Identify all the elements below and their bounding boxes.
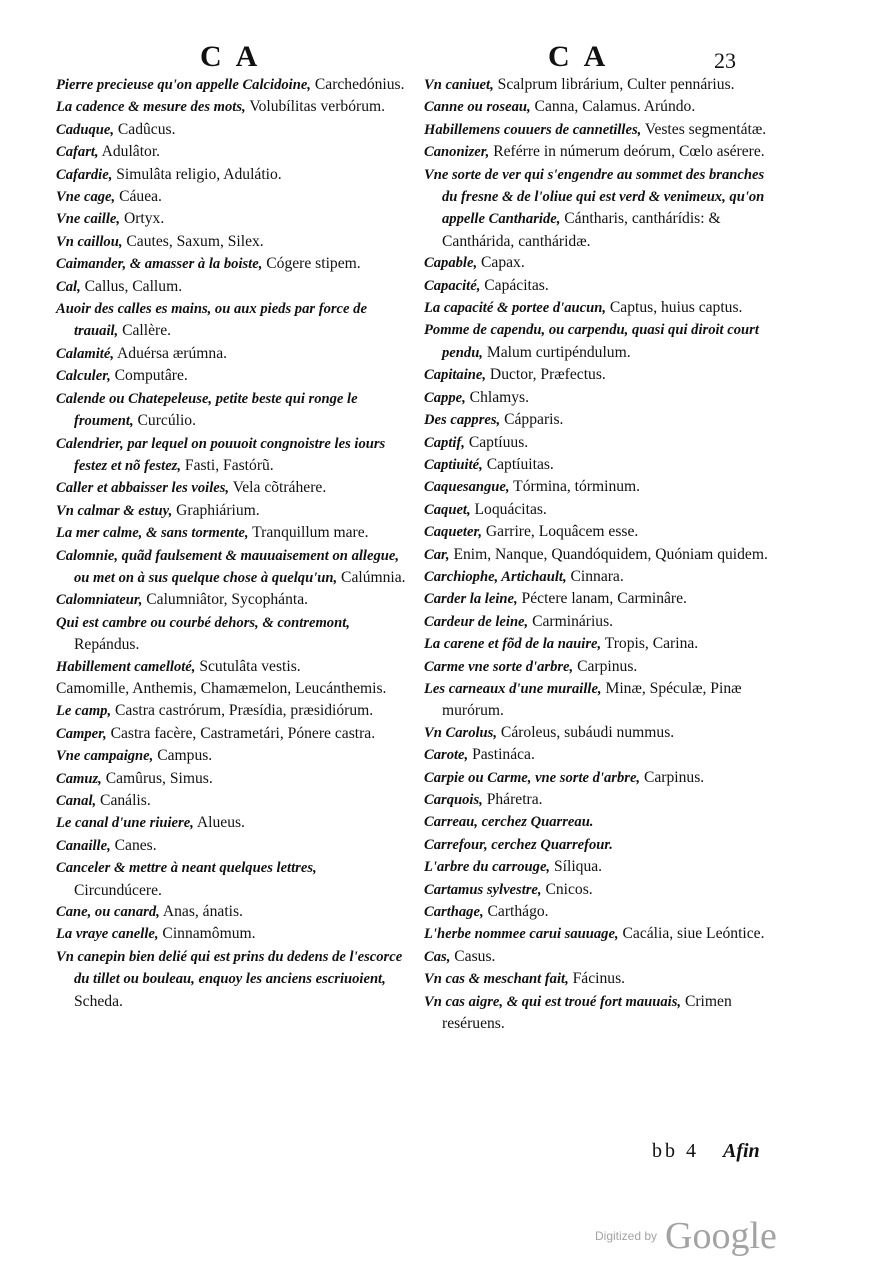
dictionary-entry (424, 275, 774, 297)
dictionary-entry (56, 723, 406, 745)
dictionary-entry (424, 611, 774, 633)
french-headword: Carpie ou Carme, vne sorte d'arbre, (424, 769, 641, 786)
french-headword: Carote, (424, 747, 469, 764)
latin-equivalent: Cacália, siue Leóntice. (618, 925, 765, 943)
french-headword: Calomnie, quãd faulsement & mauuaisement on allegue, ou met on à sus quelque chose à quelqu'un, (56, 547, 399, 586)
dictionary-entry (56, 298, 406, 343)
latin-equivalent: Péctere lanam, Carminâre. (517, 590, 687, 608)
latin-equivalent: Camomille, Anthemis, Chamæmelon, Leucánthemis. (56, 679, 387, 697)
french-headword: Cane, ou canard, (56, 904, 160, 921)
french-headword: Pomme de capendu, ou carpendu, quasi qui diroit court pendu, (424, 322, 759, 361)
french-headword: Canceler & mettre à neant quelques lettres, (56, 860, 317, 877)
latin-equivalent: Ortyx. (120, 210, 165, 228)
left-column-header: CA (200, 40, 272, 73)
latin-equivalent: Chlamys. (465, 388, 530, 406)
dictionary-entry (424, 141, 774, 163)
latin-equivalent: Cinnamômum. (158, 925, 256, 943)
latin-equivalent: Cápparis. (500, 411, 564, 429)
latin-equivalent: Crimen reséruens. (442, 992, 732, 1033)
latin-equivalent: Loquácitas. (470, 500, 547, 518)
dictionary-entry (56, 500, 406, 522)
latin-equivalent: Fácinus. (568, 970, 626, 988)
french-headword: Auoir des calles es mains, ou aux pieds par force de trauail, (56, 301, 367, 340)
dictionary-entry (424, 297, 774, 319)
right-column-header: CA (548, 40, 620, 73)
latin-equivalent: Ductor, Præfectus. (486, 366, 606, 384)
latin-equivalent: Cnicos. (541, 880, 593, 898)
latin-equivalent: Cároleus, subáudi nummus. (497, 723, 675, 741)
french-headword: Calculer, (56, 368, 111, 385)
french-headword: Habillemens couuers de cannetilles, (424, 121, 642, 138)
latin-equivalent: Reférre in númerum deórum, Cœlo asérere. (489, 143, 765, 161)
dictionary-entry (424, 901, 774, 923)
latin-equivalent: Pháretra. (482, 791, 543, 808)
latin-equivalent: Enim, Nanque, Quandóquidem, Quóniam quidem. (449, 545, 768, 563)
dictionary-entry (424, 544, 774, 566)
latin-equivalent: Carpinus. (640, 768, 705, 786)
french-headword: Habillement camelloté, (56, 658, 196, 675)
dictionary-entry (424, 499, 774, 521)
french-headword: Vn Carolus, (424, 724, 498, 741)
french-headword: Qui est cambre ou courbé dehors, & contremont, (56, 614, 350, 631)
latin-equivalent: Captus, huius captus. (606, 299, 743, 317)
dictionary-entry (424, 923, 774, 945)
latin-equivalent: Repándus. (74, 636, 140, 654)
dictionary-entry (56, 589, 406, 611)
latin-equivalent: Casus. (450, 947, 496, 965)
latin-equivalent: Alueus. (193, 814, 245, 832)
latin-equivalent: Volubílitas verbórum. (245, 98, 386, 116)
dictionary-entry (424, 744, 774, 766)
dictionary-entry (56, 812, 406, 834)
dictionary-entry (424, 476, 774, 498)
french-headword: Vne campaigne, (56, 748, 154, 765)
watermark-brand: Google (665, 1215, 777, 1257)
french-headword: Le camp, (56, 703, 112, 720)
dictionary-entry (424, 678, 774, 722)
latin-equivalent: Computâre. (110, 367, 188, 385)
catchword: Afin (723, 1140, 760, 1162)
french-headword: Carme vne sorte d'arbre, (424, 658, 574, 675)
latin-equivalent: Castra facère, Castrametári, Pónere castra. (106, 724, 376, 742)
french-headword: Carquois, (424, 792, 483, 808)
french-headword: La capacité & portee d'aucun, (424, 300, 606, 317)
french-headword: Carchiophe, Artichault, (424, 568, 567, 585)
french-headword: Cartamus sylvestre, (424, 881, 542, 898)
latin-equivalent: Cógere stipem. (262, 255, 361, 273)
french-headword: Vn caillou, (56, 233, 123, 250)
latin-equivalent: Carpinus. (573, 657, 638, 675)
french-headword: Calendrier, par lequel on pouuoit congnoistre les iours festez et nõ festez, (56, 435, 386, 474)
dictionary-entry (424, 656, 774, 678)
french-headword: Camper, (56, 725, 107, 742)
dictionary-entry (424, 74, 774, 96)
french-headword: Les carneaux d'une muraille, (424, 680, 602, 697)
dictionary-entry (56, 388, 406, 433)
dictionary-entry (424, 946, 774, 968)
french-headword: Calamité, (56, 345, 114, 362)
dictionary-entry (56, 74, 406, 96)
latin-equivalent: Curcúlio. (133, 412, 196, 430)
latin-equivalent: Captíuus. (464, 433, 529, 451)
latin-equivalent: Callus, Callum. (80, 277, 183, 295)
latin-equivalent: Minæ, Spéculæ, Pinæ murórum. (442, 679, 742, 720)
latin-equivalent: Campus. (153, 747, 213, 765)
french-headword: Cardeur de leine, (424, 613, 529, 630)
dictionary-entry (56, 700, 406, 722)
latin-equivalent: Scalprum librárium, Culter pennárius. (493, 76, 735, 93)
dictionary-entry (424, 364, 774, 386)
french-headword: L'herbe nommee carui sauuage, (424, 926, 619, 943)
dictionary-entry (424, 409, 774, 431)
latin-equivalent: Cadûcus. (113, 120, 176, 138)
dictionary-entry (424, 96, 774, 118)
french-headword: Vne caille, (56, 211, 121, 228)
dictionary-entry (56, 365, 406, 387)
dictionary-entry (56, 923, 406, 945)
latin-equivalent: Cinnara. (566, 567, 624, 585)
french-headword: Cal, (56, 278, 81, 295)
french-headword: Canne ou roseau, (424, 99, 531, 116)
french-headword: Capitaine, (424, 367, 487, 384)
dictionary-entry (424, 319, 774, 364)
dictionary-entry (424, 164, 774, 253)
french-headword: Caquet, (424, 501, 471, 518)
latin-equivalent: Carminárius. (528, 612, 614, 630)
dictionary-entry (56, 790, 406, 812)
watermark-small-text: Digitized by (595, 1229, 658, 1243)
dictionary-entry (56, 119, 406, 141)
latin-equivalent: Malum curtipéndulum. (482, 343, 631, 361)
french-headword: Capacité, (424, 277, 481, 294)
latin-equivalent: Tropis, Carina. (601, 635, 699, 653)
french-headword: Caduque, (56, 121, 114, 138)
latin-equivalent: Calumniâtor, Sycophánta. (142, 591, 309, 609)
french-headword: Cafardie, (56, 166, 113, 183)
french-headword: Vne sorte de ver qui s'engendre au sommet des branches du fresne & de l'oliue qui est verd & venimeux, qu'on appelle Cantharide, (424, 166, 765, 228)
french-headword: Des cappres, (424, 412, 501, 429)
dictionary-entry (56, 141, 406, 163)
dictionary-entry (56, 276, 406, 298)
french-headword: Caqueter, (424, 524, 482, 541)
dictionary-entry (424, 521, 774, 543)
latin-equivalent: Vela cõtráhere. (229, 479, 327, 497)
french-headword: Cappe, (424, 389, 466, 406)
latin-equivalent: Vestes segmentátæ. (641, 120, 767, 138)
dictionary-entry (56, 522, 406, 544)
french-headword: Vn cas & meschant fait, (424, 971, 569, 988)
dictionary-entry (56, 186, 406, 208)
dictionary-entry (56, 745, 406, 767)
dictionary-entry (424, 432, 774, 454)
french-headword: Carrefour, cerchez Quarrefour. (424, 836, 613, 853)
french-headword: Vn calmar & estuy, (56, 502, 173, 519)
latin-equivalent: Anas, ánatis. (159, 903, 243, 921)
page-number: 23 (714, 48, 736, 73)
french-headword: Canaille, (56, 837, 111, 854)
dictionary-entry (56, 768, 406, 790)
dictionary-entry (56, 477, 406, 499)
dictionary-entry (56, 433, 406, 478)
dictionary-entry (424, 387, 774, 409)
latin-equivalent: Scutulâta vestis. (195, 657, 301, 675)
dictionary-entry (56, 656, 406, 678)
french-headword: Vn caniuet, (424, 77, 494, 93)
latin-equivalent: Pastináca. (468, 746, 535, 764)
dictionary-entry (424, 722, 774, 744)
french-headword: Carthage, (424, 904, 484, 921)
dictionary-entry (424, 811, 774, 833)
french-headword: Car, (424, 546, 450, 563)
french-headword: Vn cas aigre, & qui est troué fort mauuais, (424, 993, 682, 1010)
latin-equivalent: Síliqua. (550, 858, 603, 876)
latin-equivalent: Castra castrórum, Præsídia, præsidiórum. (111, 702, 374, 720)
french-headword: Canal, (56, 793, 97, 809)
dictionary-entry (56, 164, 406, 186)
latin-equivalent: Cautes, Saxum, Silex. (122, 232, 264, 250)
dictionary-entry (424, 454, 774, 476)
latin-equivalent: Captíuitas. (482, 455, 554, 473)
dictionary-entry (56, 231, 406, 253)
french-headword: Cafart, (56, 144, 99, 161)
dictionary-entry (56, 612, 406, 656)
french-headword: Captiuité, (424, 456, 483, 473)
french-headword: La cadence & mesure des mots, (56, 99, 246, 116)
dictionary-entry (424, 991, 774, 1035)
dictionary-entry (56, 253, 406, 275)
latin-equivalent: Capax. (477, 254, 525, 272)
latin-equivalent: Carthágo. (483, 903, 549, 921)
dictionary-entry (56, 343, 406, 365)
latin-equivalent: Canális. (96, 792, 151, 809)
french-headword: Caimander, & amasser à la boiste, (56, 256, 263, 273)
latin-equivalent: Capácitas. (480, 276, 549, 294)
french-headword: Carreau, cerchez Quarreau. (424, 814, 594, 831)
dictionary-entry (56, 835, 406, 857)
dictionary-entry (56, 208, 406, 230)
french-headword: Captif, (424, 434, 465, 451)
french-headword: Caquesangue, (424, 479, 510, 496)
french-headword: Carder la leine, (424, 591, 518, 608)
dictionary-entry (424, 252, 774, 274)
signature-mark: bb 4 (652, 1140, 699, 1162)
latin-equivalent: Camûrus, Simus. (101, 769, 213, 787)
latin-equivalent: Scheda. (74, 992, 123, 1010)
footer-signature (652, 1140, 760, 1163)
dictionary-entry (56, 857, 406, 901)
french-headword: Capable, (424, 255, 478, 272)
dictionary-entry (424, 856, 774, 878)
french-headword: Vn canepin bien delié qui est prins du dedens de l'escorce du tillet ou bouleau, enquoy les anciens escriuoient, (56, 948, 403, 988)
dictionary-entry (56, 946, 406, 1012)
french-headword: Calomniateur, (56, 592, 143, 609)
latin-equivalent: Fasti, Fastórũ. (181, 456, 274, 474)
latin-equivalent: Garrire, Loquâcem esse. (481, 523, 639, 541)
dictionary-entry (424, 834, 774, 856)
dictionary-entry (424, 767, 774, 789)
latin-equivalent: Aduérsa ærúmna. (113, 344, 228, 362)
latin-equivalent: Calúmnia. (337, 568, 406, 586)
french-headword: La mer calme, & sans tormente, (56, 525, 249, 542)
latin-equivalent: Cáuea. (115, 188, 162, 206)
dictionary-entry (56, 545, 406, 590)
latin-equivalent: Graphiárium. (172, 501, 260, 519)
french-headword: La carene et fõd de la nauire, (424, 636, 602, 653)
latin-equivalent: Tórmina, tórminum. (509, 478, 641, 496)
dictionary-entry (56, 901, 406, 923)
french-headword: Pierre precieuse qu'on appelle Calcidoine, (56, 77, 311, 93)
latin-equivalent: Canna, Calamus. Arúndo. (530, 98, 696, 116)
french-headword: Calende ou Chatepeleuse, petite beste qui ronge le froument, (56, 390, 358, 430)
right-column (424, 74, 774, 1034)
latin-equivalent: Tranquillum mare. (248, 524, 369, 542)
left-column (56, 74, 406, 1012)
dictionary-entry (424, 566, 774, 588)
latin-equivalent: Callère. (118, 322, 172, 340)
french-headword: L'arbre du carrouge, (424, 859, 551, 876)
french-headword: Caller et abbaisser les voiles, (56, 480, 230, 497)
latin-equivalent: Canes. (110, 836, 157, 854)
french-headword: Canonizer, (424, 144, 490, 161)
french-headword: Le canal d'une riuiere, (56, 815, 194, 832)
google-watermark (595, 1214, 777, 1258)
latin-equivalent: Adulâtor. (98, 143, 161, 161)
dictionary-entry (424, 789, 774, 811)
latin-equivalent: Cántharis, canthárídis: & Canthárida, cantháridæ. (442, 210, 721, 250)
latin-equivalent: Simulâta religio, Adulátio. (112, 165, 282, 183)
dictionary-entry (424, 588, 774, 610)
dictionary-entry (424, 633, 774, 655)
french-headword: La vraye canelle, (56, 926, 159, 943)
french-headword: Cas, (424, 948, 451, 965)
french-headword: Vne cage, (56, 189, 116, 206)
dictionary-entry (56, 96, 406, 118)
latin-equivalent: Circundúcere. (74, 881, 162, 899)
dictionary-entry (424, 968, 774, 990)
dictionary-entry (56, 678, 406, 700)
dictionary-entry (424, 879, 774, 901)
french-headword: Camuz, (56, 770, 102, 787)
latin-equivalent: Carchedónius. (310, 76, 405, 93)
dictionary-entry (424, 119, 774, 141)
